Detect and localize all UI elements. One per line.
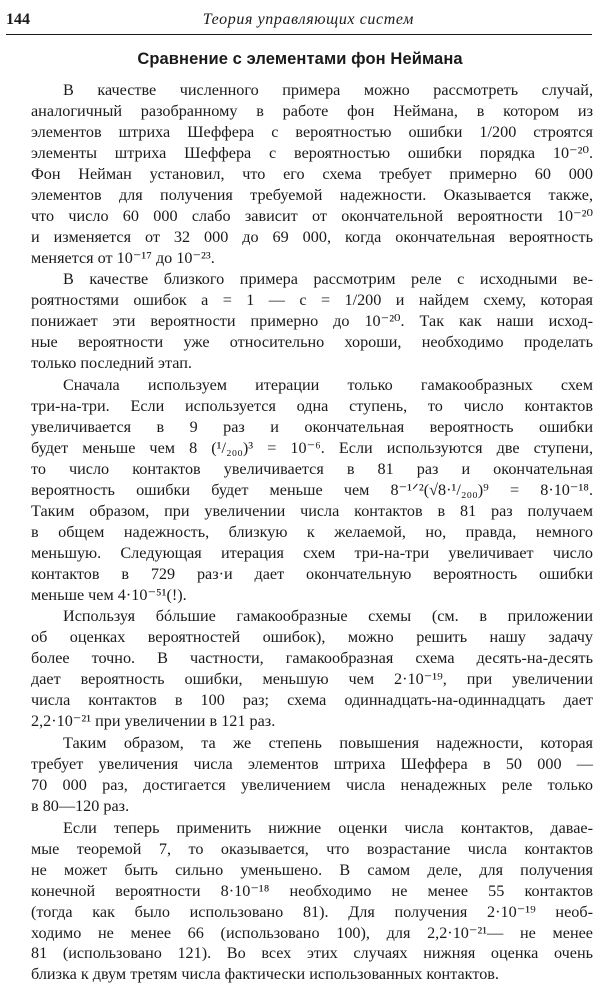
text-line: меньшую. Следующая итерация схем три-на-три увеличивает число [31, 543, 593, 562]
running-title: Теория управляющих систем [202, 11, 414, 28]
text-line: элементы штриха Шеффера с вероятностью ошибки порядка 10⁻²⁰. [31, 143, 593, 162]
text-line: аналогичный разобранному в работе фон Неймана, в котором из [31, 101, 593, 120]
text-line: увеличивается в 9 раз и окончательная вероятность ошибки [31, 418, 593, 436]
text-line: только последний этап. [31, 354, 192, 373]
text-line: три-на-три. Если используется одна ступень, то число контактов [31, 397, 593, 416]
section-title: Сравнение с элементами фон Неймана [137, 50, 463, 68]
paragraph [31, 269, 593, 374]
text-line: элементов штриха Шеффера с вероятностью ошибки 1/200 строятся [31, 122, 593, 141]
paragraph [31, 606, 593, 732]
text-line: об оценках вероятностей ошибок), можно решить нашу задачу [31, 628, 593, 647]
text-line: в 80—120 раз. [31, 796, 130, 815]
text-line: Если теперь применить нижние оценки числа контактов, давае- [63, 818, 593, 837]
text-line: дает вероятность ошибки, меньшую чем 2·10⁻¹⁹, при увеличении [31, 670, 593, 689]
paragraph [31, 818, 593, 986]
text-line: понижает эти вероятности примерно до 10⁻²⁰. Так как наши исход- [31, 312, 593, 331]
text-line: в общем надежность, близкую к желаемой, но, правда, немного [31, 522, 593, 541]
text-line: меньше чем 4·10⁻⁵¹(!). [31, 585, 187, 604]
text-line: ходимо не менее 66 (использовано 100), для 2,2·10⁻²¹— не менее [31, 923, 593, 942]
body-text [31, 80, 593, 986]
text-line: (тогда как было использовано 81). Для получения 2·10⁻¹⁹ необ- [31, 902, 593, 921]
text-line: не может быть сильно уменьшено. В самом деле, для получения [31, 860, 593, 879]
text-line: роятностями ошибок a = 1 — c = 1/200 и найдем схему, которая [31, 291, 593, 310]
text-line: близка к двум третям числа фактически использованных контактов. [31, 965, 499, 984]
text-line: ные вероятности уже относительно хороши, необходимо проделать [31, 333, 593, 352]
text-line: конечной вероятности 8·10⁻¹⁸ необходимо не менее 55 контактов [31, 881, 593, 900]
text-line: В качестве численного примера можно рассмотреть случай, [63, 81, 593, 99]
text-line: В качестве близкого примера рассмотрим реле с исходными ве- [63, 270, 593, 289]
page-header [6, 8, 592, 35]
text-line: мые теоремой 7, то оказывается, что возрастание числа контактов [31, 839, 593, 858]
text-line: то число контактов увеличивается в 81 раз и окончательная [31, 459, 593, 478]
text-line: 2,2·10⁻²¹ при увеличении в 121 раз. [31, 712, 276, 731]
page-number: 144 [6, 11, 30, 28]
text-line: Сначала используем итерации только гамакообразных схем [63, 376, 593, 395]
paragraph [31, 375, 593, 605]
text-line: меняется от 10⁻¹⁷ до 10⁻²³. [31, 248, 215, 267]
text-line: требует увеличения числа элементов штриха Шеффера в 50 000 — [31, 755, 593, 773]
text-line: элементов для получения требуемой надежности. Оказывается также, [31, 185, 593, 204]
text-line: вероятность ошибки будет меньше чем 8⁻¹ᐟ²(√8·¹/₂₀₀)⁹ = 8·10⁻¹⁸. [31, 480, 593, 499]
text-line: что число 60 000 слабо зависит от окончательной вероятности 10⁻²⁰ [31, 206, 593, 225]
text-line: числа контактов в 100 раз; схема одиннадцать-на-одиннадцать дает [31, 691, 593, 710]
text-line: Таким образом, при увеличении числа контактов в 81 раз получаем [31, 501, 593, 520]
text-line: и изменяется от 32 000 до 69 000, когда окончательная вероятность [31, 227, 593, 246]
paragraph [31, 80, 593, 268]
text-line: 70 000 раз, достигается увеличением числа ненадежных реле только [31, 775, 593, 794]
text-line: контактов в 729 раз·и дает окончательную вероятность ошибки [31, 564, 593, 583]
paragraph [31, 733, 593, 817]
text-line: Таким образом, та же степень повышения надежности, которая [63, 734, 593, 753]
text-line: Фон Нейман установил, что его схема требует примерно 60 000 [31, 164, 593, 183]
text-line: Используя бóльшие гамакообразные схемы (см. в приложении [63, 607, 593, 626]
text-line: будет меньше чем 8 (¹/₂₀₀)³ = 10⁻⁶. Если используются две ступени, [31, 438, 593, 457]
text-line: 81 (использовано 121). Во всех этих случаях нижняя оценка очень [31, 944, 593, 963]
text-line: более точно. В частности, гамакообразная схема десять-на-десять [31, 649, 593, 668]
